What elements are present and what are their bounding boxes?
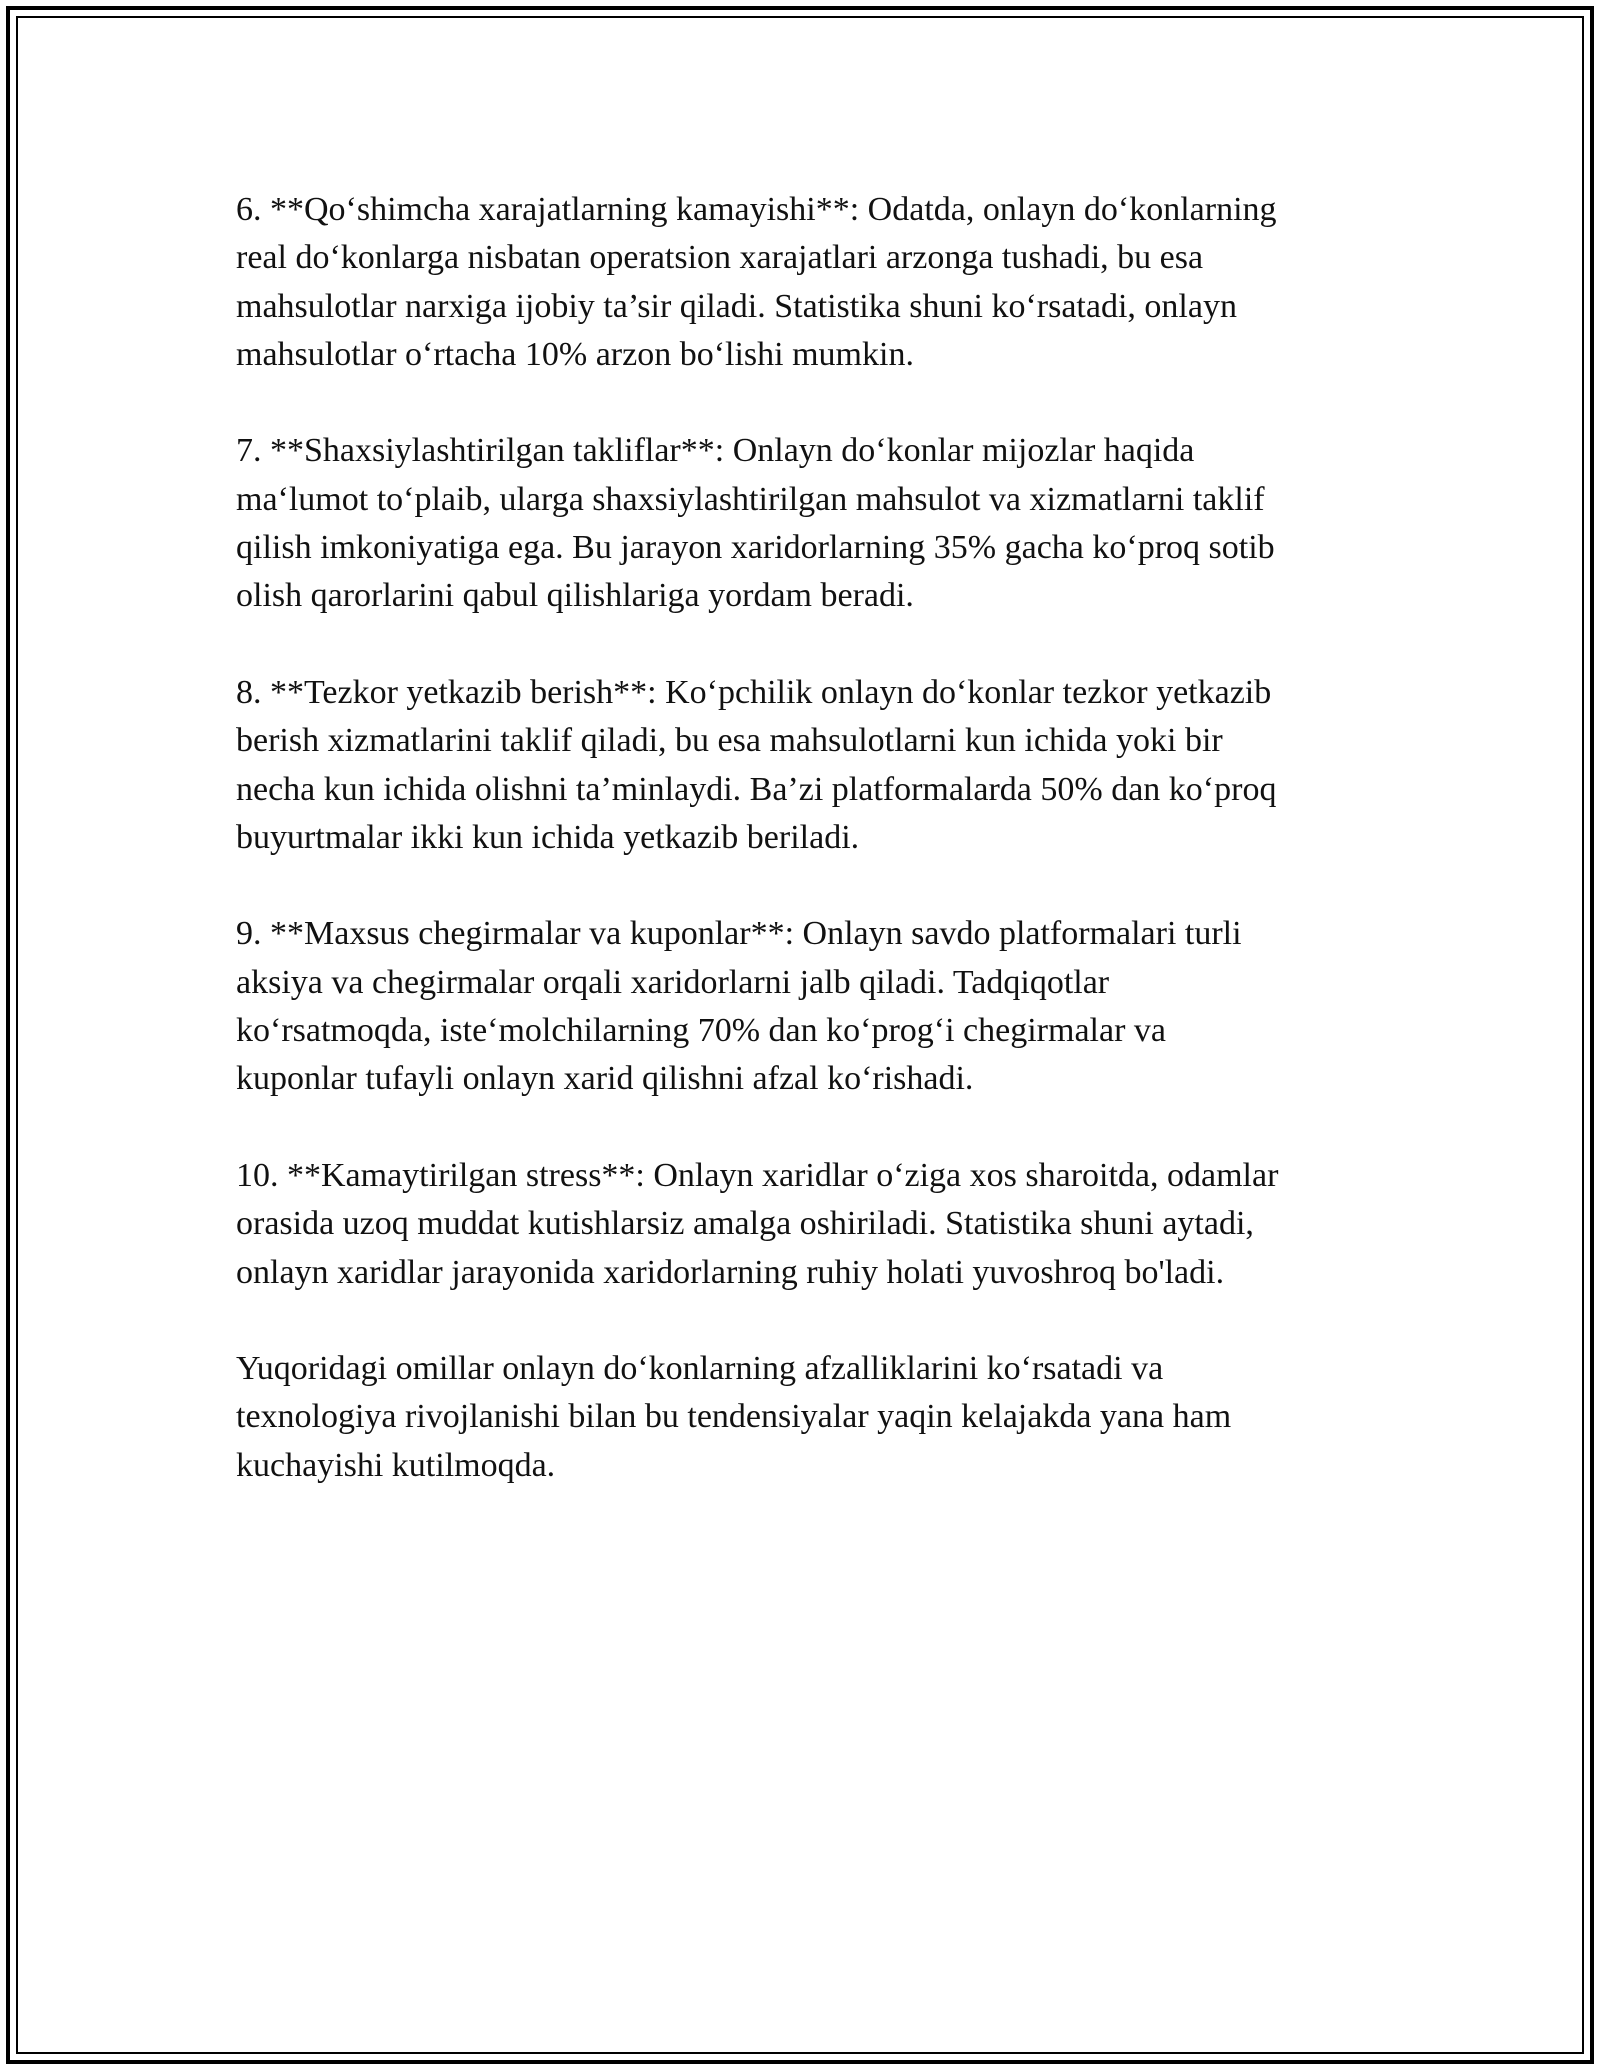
paragraph-item-6: 6. **Qo‘shimcha xarajatlarning kamayishi**: Odatda, onlayn do‘konlarning real do‘konlarga nisbatan operatsion xarajatlari arzonga tushadi, bu esa mahsulotlar narxiga ijobiy ta’sir qiladi. Statistika shuni ko‘rsatadi, onlayn mahsulotlar o‘rtacha 10% arzon bo‘lishi mumkin. [236, 191, 1277, 373]
paragraph-item-9: 9. **Maxsus chegirmalar va kuponlar**: Onlayn savdo platformalari turli aksiya va chegirmalar orqali xaridorlarni jalb qiladi. Tadqiqotlar ko‘rsatmoqda, iste‘molchilarning 70% dan ko‘prog‘i chegirmalar va kuponlar tufayli onlayn xarid qilishni afzal ko‘rishadi. [236, 915, 1242, 1098]
paragraph-conclusion: Yuqoridagi omillar onlayn do‘konlarning afzalliklarini ko‘rsatadi va texnologiya rivojlanishi bilan bu tendensiyalar yaqin kelajakda yana ham kuchayishi kutilmoqda. [236, 1350, 1232, 1484]
paragraph-item-7: 7. **Shaxsiylashtirilgan takliflar**: Onlayn do‘konlar mijozlar haqida ma‘lumot to‘plaib, ularga shaxsiylashtirilgan mahsulot va xizmatlarni taklif qilish imkoniyatiga ega. Bu jarayon xaridorlarning 35% gacha ko‘proq sotib olish qarorlarini qabul qilishlariga yordam beradi. [236, 432, 1275, 615]
paragraph-item-8: 8. **Tezkor yetkazib berish**: Ko‘pchilik onlayn do‘konlar tezkor yetkazib berish xizmatlarini taklif qiladi, bu esa mahsulotlarni kun ichida yoki bir necha kun ichida olishni ta’minlaydi. Ba’zi platformalarda 50% dan ko‘proq buyurtmalar ikki kun ichida yetkazib beriladi. [236, 673, 1277, 856]
document-body [236, 186, 1396, 1538]
paragraph-item-10: 10. **Kamaytirilgan stress**: Onlayn xaridlar o‘ziga xos sharoitda, odamlar orasida uzoq muddat kutishlarsiz amalga oshiriladi. Statistika shuni aytadi, onlayn xaridlar jarayonida xaridorlarning ruhiy holati yuvoshroq bo'ladi. [236, 1156, 1279, 1291]
